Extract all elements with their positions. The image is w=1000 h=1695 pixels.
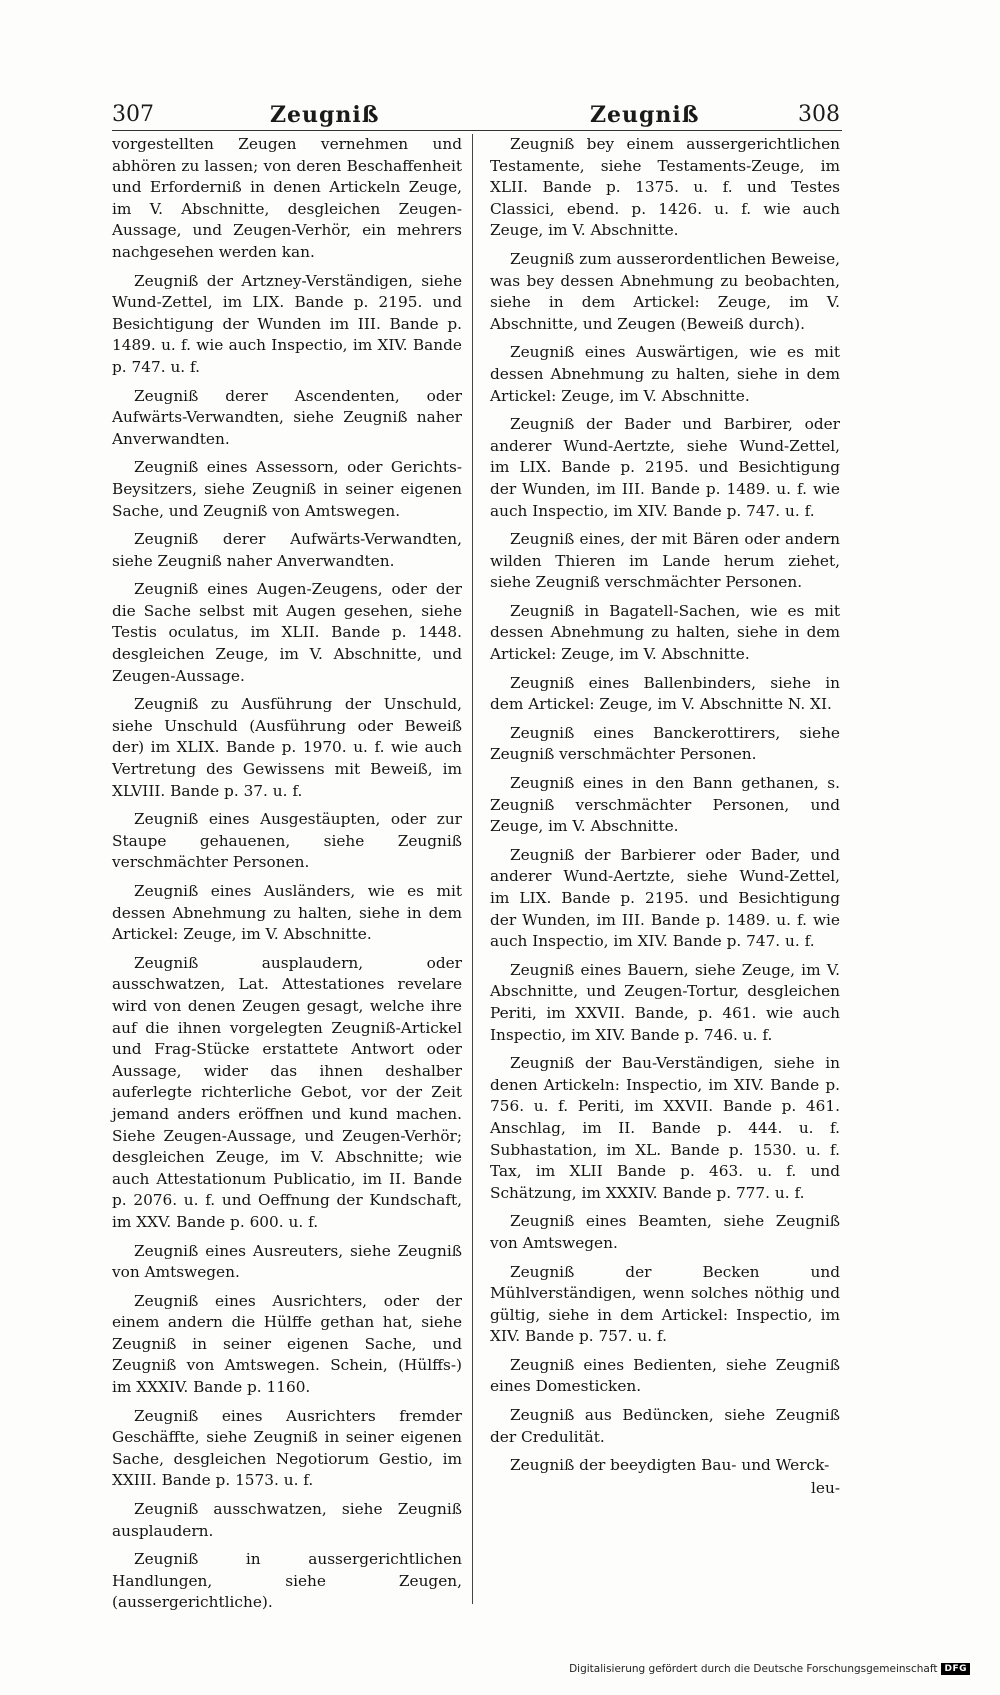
entry: Zeugniß der Barbierer oder Bader, und anderer Wund-Aertzte, siehe Wund-Zettel, im LIX. Bande p. 2195. und Besichtigung der Wunden, im III. Bande p. 1489. u. f. wie auch Inspectio, im XIV. Bande p. 747. u. f. xyxy=(490,845,840,951)
entry: Zeugniß derer Aufwärts-Verwandten, siehe Zeugniß naher Anverwandten. xyxy=(112,530,462,570)
entry: Zeugniß der Becken und Mühlverständigen, wenn solches nöthig und gültig, siehe in dem Artickel: Inspectio, im XIV. Bande p. 757. u. f. xyxy=(490,1262,840,1346)
entry: Zeugniß eines Auswärtigen, wie es mit dessen Abnehmung zu halten, siehe in dem Artickel: Zeuge, im V. Abschnitte. xyxy=(490,343,840,405)
right-column xyxy=(490,134,840,1506)
header-rule xyxy=(112,130,842,131)
catchword: leu- xyxy=(811,1478,840,1497)
entry: Zeugniß ausschwatzen, siehe Zeugniß ausplaudern. xyxy=(112,1500,462,1540)
entry: Zeugniß eines Ausrichters, oder der einem andern die Hülffe gethan hat, siehe Zeugniß in seiner eigenen Sache, und Zeugniß von Amtswegen. Schein, (Hülffs-) im XXXIV. Bande p. 1160. xyxy=(112,1291,462,1397)
entry: Zeugniß zum ausserordentlichen Beweise, was bey dessen Abnehmung zu beobachten, siehe in dem Artickel: Zeuge, im V. Abschnitte, und Zeugen (Beweiß durch). xyxy=(490,249,840,333)
entry: Zeugniß eines Ausländers, wie es mit dessen Abnehmung zu halten, siehe in dem Artickel: Zeuge, im V. Abschnitte. xyxy=(112,882,462,944)
entry: Zeugniß eines Ausreuters, siehe Zeugniß von Amtswegen. xyxy=(112,1241,462,1282)
entry: Zeugniß ausplaudern, oder ausschwatzen, Lat. Attestationes revelare wird von denen Zeugen gesagt, welche ihre auf die ihnen vorgelegten Zeugniß-Artickel und Frag-Stücke erstattete Antwort oder Aussage, wider das ihnen deshalber auferlegte richterliche Gebot, vor der Zeit jemand anders eröffnen und kund machen. Siehe Zeugen-Aussage, und Zeugen-Verhör; desgleichen Zeuge, im V. Abschnitte; wie auch Attestationum Publicatio, im II. Bande p. 2076. u. f. und Oeffnung der Kundschaft, im XXV. Bande p. 600. u. f. xyxy=(112,953,462,1231)
entry: Zeugniß eines Augen-Zeugens, oder der die Sache selbst mit Augen gesehen, siehe Testis oculatus, im XLII. Bande p. 1448. desgleichen Zeuge, im V. Abschnitte, und Zeugen-Aussage. xyxy=(112,580,462,685)
credit-text: Digitalisierung gefördert durch die Deutsche Forschungsgemeinschaft xyxy=(569,1663,938,1675)
entry: Zeugniß derer Ascendenten, oder Aufwärts-Verwandten, siehe Zeugniß naher Anverwandten. xyxy=(112,386,462,448)
entry: Zeugniß eines Beamten, siehe Zeugniß von Amtswegen. xyxy=(490,1212,840,1252)
dfg-logo: DFG xyxy=(941,1663,970,1675)
entry: Zeugniß in Bagatell-Sachen, wie es mit dessen Abnehmung zu halten, siehe in dem Artickel: Zeuge, im V. Abschnitte. xyxy=(490,601,840,664)
digitization-credit xyxy=(569,1663,970,1675)
entry: Zeugniß zu Ausführung der Unschuld, siehe Unschuld (Ausführung oder Beweiß der) im XLIX. Bande p. 1970. u. f. wie auch Vertretung des Gewissens mit Beweiß, im XLVIII. Bande p. 37. u. f. xyxy=(112,695,462,800)
left-page-number: 307 xyxy=(112,102,154,127)
entry: Zeugniß der Artzney-Verständigen, siehe Wund-Zettel, im LIX. Bande p. 2195. und Besichtigung der Wunden im III. Bande p. 1489. u. f. wie auch Inspectio, im XIV. Bande p. 747. u. f. xyxy=(112,271,462,376)
entry: Zeugniß eines Banckerottirers, siehe Zeugniß verschmächter Personen. xyxy=(490,723,840,764)
entry: Zeugniß eines Ballenbinders, siehe in dem Artickel: Zeuge, im V. Abschnitte N. XI. xyxy=(490,673,840,714)
entry: Zeugniß eines Ausgestäupten, oder zur Staupe gehauenen, siehe Zeugniß verschmächter Personen. xyxy=(112,810,462,872)
entry: vorgestellten Zeugen vernehmen und abhören zu lassen; von deren Beschaffenheit und Erforderniß in denen Artickeln Zeuge, im V. Abschnitte, desgleichen Zeugen-Aussage, und Zeugen-Verhör, ein mehrers nachgesehen werden kan. xyxy=(112,135,462,261)
entry: Zeugniß eines Assessorn, oder Gerichts-Beysitzers, siehe Zeugniß in seiner eigenen Sache, und Zeugniß von Amtswegen. xyxy=(112,458,462,520)
entry: Zeugniß eines Ausrichters fremder Geschäffte, siehe Zeugniß in seiner eigenen Sache, desgleichen Negotiorum Gestio, im XXIII. Bande p. 1573. u. f. xyxy=(112,1406,462,1490)
column-divider xyxy=(472,134,473,1604)
entry: Zeugniß der beeydigten Bau- und Werck- xyxy=(510,1456,830,1475)
entry: Zeugniß eines Bauern, siehe Zeuge, im V. Abschnitte, und Zeugen-Tortur, desgleichen Periti, im XXVII. Bande, p. 461. wie auch Inspectio, im XIV. Bande p. 746. u. f. xyxy=(490,960,840,1044)
left-running-headword: Zeugniß xyxy=(270,102,380,128)
right-page-number: 308 xyxy=(798,102,840,127)
entry: Zeugniß der Bau-Verständigen, siehe in denen Artickeln: Inspectio, im XIV. Bande p. 756. u. f. Periti, im XXVII. Bande p. 461. Anschlag, im II. Bande p. 444. u. f. Subhastation, im XL. Bande p. 1530. u. f. Tax, im XLII Bande p. 463. u. f. und Schätzung, im XXXIV. Bande p. 777. u. f. xyxy=(490,1054,840,1202)
right-running-headword: Zeugniß xyxy=(590,102,700,128)
entry: Zeugniß bey einem aussergerichtlichen Testamente, siehe Testaments-Zeuge, im XLII. Bande p. 1375. u. f. und Testes Classici, ebend. p. 1426. u. f. wie auch Zeuge, im V. Abschnitte. xyxy=(490,135,840,240)
entry: Zeugniß der Bader und Barbirer, oder anderer Wund-Aertzte, siehe Wund-Zettel, im LIX. Bande p. 2195. und Besichtigung der Wunden, im III. Bande p. 1489. u. f. wie auch Inspectio, im XIV. Bande p. 747. u. f. xyxy=(490,415,840,520)
entry: Zeugniß aus Bedüncken, siehe Zeugniß der Credulität. xyxy=(490,1406,840,1446)
entry: Zeugniß eines, der mit Bären oder andern wilden Thieren im Lande herum ziehet, siehe Zeugniß verschmächter Personen. xyxy=(490,530,840,592)
entry: Zeugniß in aussergerichtlichen Handlungen, siehe Zeugen, (aussergerichtliche). xyxy=(112,1550,462,1612)
left-column xyxy=(112,134,462,1621)
entry: Zeugniß eines in den Bann gethanen, s. Zeugniß verschmächter Personen, und Zeuge, im V. Abschnitte. xyxy=(490,774,840,836)
entry: Zeugniß eines Bedienten, siehe Zeugniß eines Domesticken. xyxy=(490,1355,840,1396)
